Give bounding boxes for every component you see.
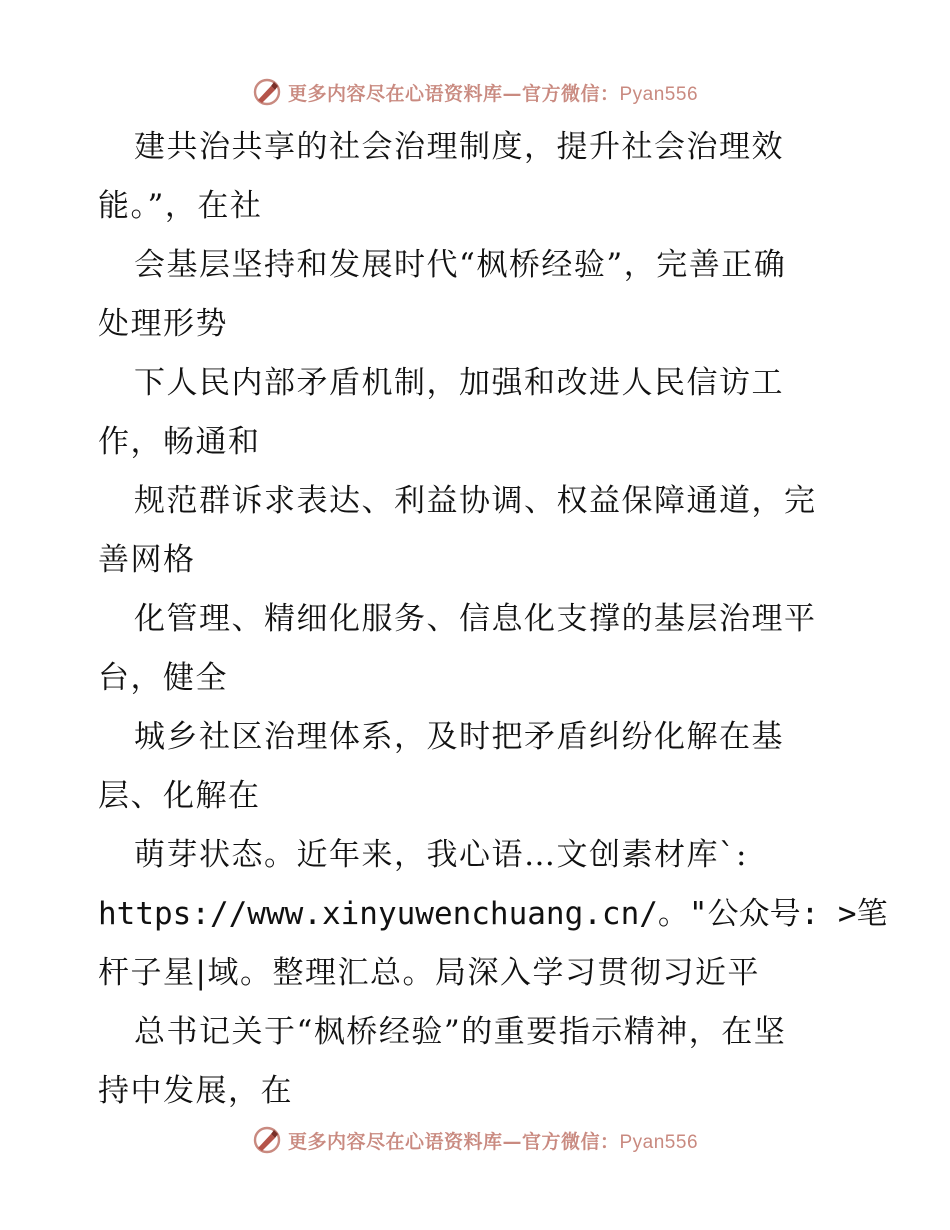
body-line-3: 会基层坚持和发展时代“枫桥经验”，完善正确 <box>134 247 787 283</box>
body-line-14-url: https://www.xinyuwenchuang.cn/。"公众号: >笔 <box>98 896 888 932</box>
body-line-2: 能。”，在社 <box>98 188 263 224</box>
body-line-10: 台，健全 <box>98 660 228 696</box>
body-line-16: 总书记关于“枫桥经验”的重要指示精神，在坚 <box>134 1014 787 1050</box>
body-line-6: 作，畅通和 <box>98 424 261 460</box>
footer-watermark-text: 更多内容尽在心语资料库—官方微信：Pyan556 <box>287 1130 699 1153</box>
footer-wechat-id: Pyan556 <box>619 1131 699 1153</box>
header-watermark-banner <box>0 72 950 112</box>
body-line-7: 规范群诉求表达、利益协调、权益保障通道，完 <box>134 483 817 519</box>
document-body <box>98 118 888 1121</box>
pen-nib-logo-icon <box>252 1125 282 1155</box>
body-line-8: 善网格 <box>98 542 196 578</box>
body-line-15: 杆子星|域。整理汇总。局深入学习贯彻习近平 <box>98 955 760 991</box>
body-line-9: 化管理、精细化服务、信息化支撑的基层治理平 <box>134 601 817 637</box>
header-wechat-id: Pyan556 <box>619 83 699 105</box>
body-line-5: 下人民内部矛盾机制，加强和改进人民信访工 <box>134 365 784 401</box>
body-line-17: 持中发展，在 <box>98 1073 293 1109</box>
body-line-4: 处理形势 <box>98 306 228 342</box>
pen-nib-logo-icon <box>252 77 282 107</box>
body-line-11: 城乡社区治理体系，及时把矛盾纠纷化解在基 <box>134 719 784 755</box>
header-watermark-text: 更多内容尽在心语资料库—官方微信：Pyan556 <box>287 82 699 105</box>
footer-watermark-banner <box>0 1120 950 1160</box>
body-line-12: 层、化解在 <box>98 778 261 814</box>
body-line-1: 建共治共享的社会治理制度，提升社会治理效 <box>134 129 784 165</box>
body-line-13: 萌芽状态。近年来，我心语…文创素材库`: <box>134 837 748 873</box>
